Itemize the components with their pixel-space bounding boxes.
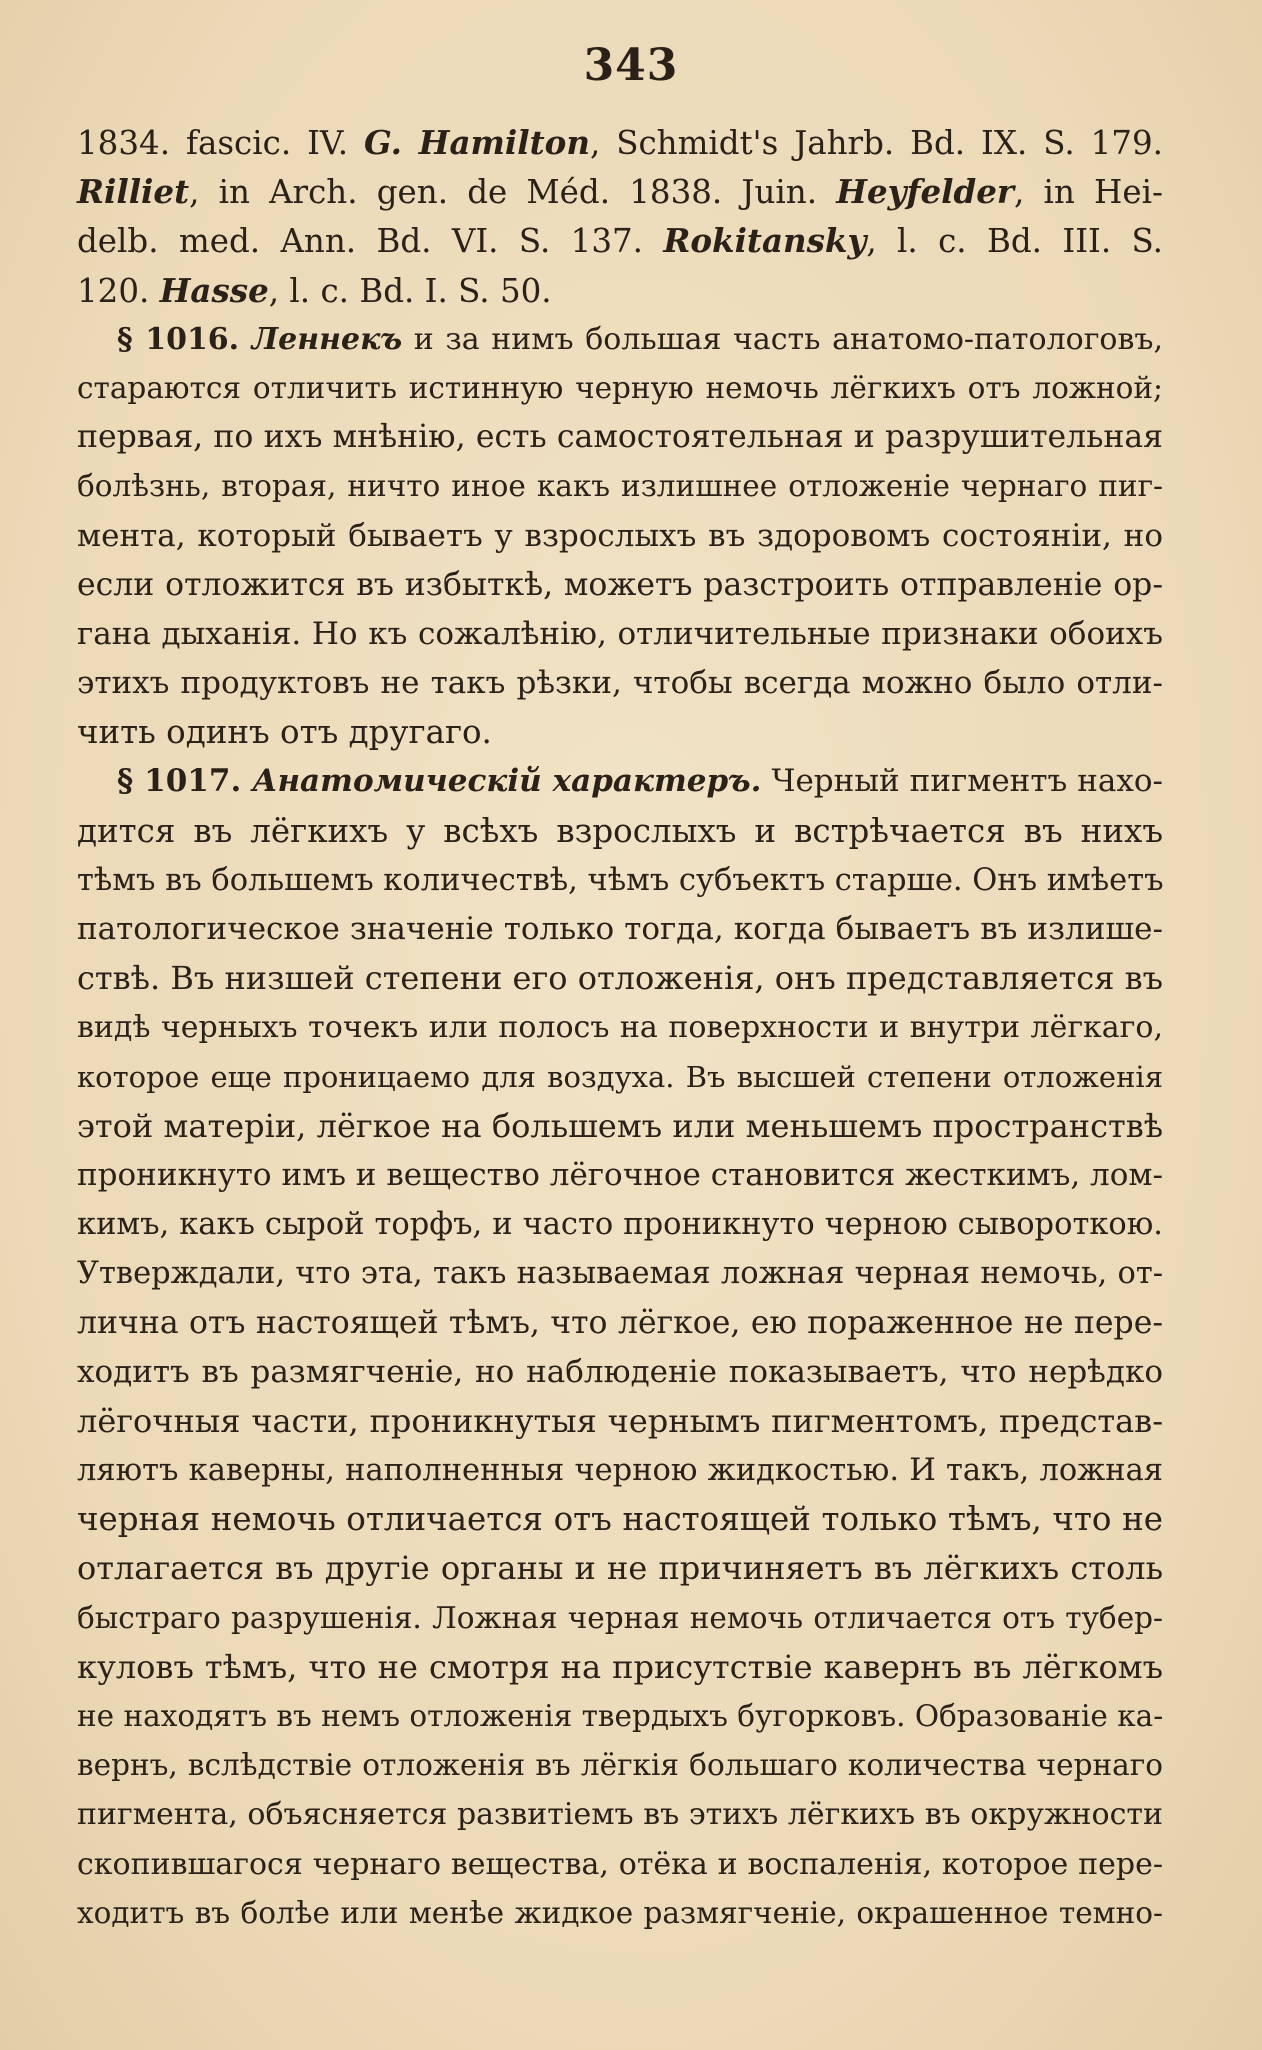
text-line-1: 1834. fascic. IV. G. Hamilton, Schmidt's Jahrb. Bd. IX. S. 179. [77,123,1163,162]
text-line-20: которое еще проницаемо для воздуха. Въ высшей степени отложенія [77,1059,1163,1094]
text-line-13: чить одинъ отъ другаго. [77,713,492,752]
text-line-12: этихъ продуктовъ не такъ рѣзки, чтобы всегда можно было отли- [77,665,1163,702]
text-line-2: Rilliet, in Arch. gen. de Méd. 1838. Juin. Heyfelder, in Hei- [77,172,1163,212]
text-line-6: стараются отличить истинную черную немочь лёгкихъ отъ ложной; [77,370,1163,405]
text-line-9: мента, который бываетъ у взрослыхъ въ здоровомъ состояніи, но [77,517,1163,554]
text-line-27: лёгочныя части, проникнутыя чернымъ пигментомъ, представ- [77,1401,1163,1440]
text-line-26: ходитъ въ размягченіе, но наблюденіе показываетъ, что нерѣдко [77,1353,1163,1390]
text-line-22: проникнуто имъ и вещество лёгочное становится жесткимъ, лом- [77,1156,1163,1193]
section-1017: § 1017. [117,763,253,800]
author-heyfelder: Heyfelder [836,172,1015,212]
text-line-31: быстраго разрушенія. Ложная черная немочь отличается отъ тубер- [77,1600,1163,1635]
text-line-29: черная немочь отличается отъ настоящей только тѣмъ, что не [77,1500,1163,1539]
text-line-33: не находятъ въ немъ отложенія твердыхъ бугорковъ. Образованіе ка- [77,1699,1164,1733]
text-line-19: видѣ черныхъ точекъ или полосъ на поверхности и внутри лёгкаго, [77,1010,1163,1046]
section-1016: § 1016. [117,321,252,357]
text-line-14: § 1017. Анатомическій характеръ. Черный пигментъ нахо- [117,763,1164,800]
text-line-11: гана дыханія. Но къ сожалѣнію, отличительные признаки обоихъ [77,615,1163,652]
text-line-16: тѣмъ въ большемъ количествѣ, чѣмъ субъектъ старше. Онъ имѣетъ [77,862,1164,898]
text-line-28: ляютъ каверны, наполненныя черною жидкостью. И такъ, ложная [77,1453,1163,1489]
text-line-32: куловъ тѣмъ, что не смотря на присутствіе кавернъ въ лёгкомъ [77,1647,1163,1686]
page-number: 343 [583,40,679,91]
text-line-21: этой матеріи, лёгкое на большемъ или меньшемъ пространствѣ [77,1106,1163,1145]
text-line-18: ствѣ. Въ низшей степени его отложенія, онъ представляется въ [77,959,1163,998]
text-line-8: болѣзнь, вторая, ничто иное какъ излишнее отложеніе чернаго пиг- [77,469,1163,504]
text-line-7: первая, по ихъ мнѣнію, есть самостоятельная и разрушительная [77,419,1163,456]
text-line-36: скопившагося чернаго вещества, отёка и воспаленія, которое пере- [77,1846,1163,1882]
author-rilliet: Rilliet [77,172,190,212]
text-line-10: если отложится въ избыткѣ, можетъ разстроить отправленіе ор- [77,566,1163,603]
section-heading: Анатомическій характеръ. [252,763,762,800]
text-line-30: отлагается въ другіе органы и не причиняетъ въ лёгкихъ столь [77,1549,1163,1588]
author-hamilton: G. Hamilton [363,123,590,162]
text-line-35: пигмента, объясняется развитіемъ въ этихъ лёгкихъ въ окружности [77,1797,1163,1833]
text-line-25: лична отъ настоящей тѣмъ, что лёгкое, ею пораженное не пере- [77,1304,1163,1341]
author-laennec: Леннекъ [251,321,403,357]
body-text [77,118,1163,1938]
text-line-23: кимъ, какъ сырой торфъ, и часто проникнуто черною сывороткою. [77,1207,1163,1243]
text-line-37: ходитъ въ болѣе или менѣе жидкое размягченіе, окрашенное темно- [77,1895,1163,1930]
text-line-3: delb. med. Ann. Bd. VI. S. 137. Rokitansky, l. c. Bd. III. S. [77,221,1163,261]
text-line-17: патологическое значеніе только тогда, когда бываетъ въ излише- [77,911,1163,947]
text-line-15: дится въ лёгкихъ у всѣхъ взрослыхъ и встрѣчается въ нихъ [77,811,1163,850]
author-rokitansky: Rokitansky [663,221,867,261]
text-line-34: вернъ, вслѣдствіе отложенія въ лёгкія большаго количества чернаго [77,1748,1163,1783]
text-line-24: Утверждали, что эта, такъ называемая ложная черная немочь, от- [77,1256,1163,1292]
text-line-4: 120. Hasse, l. c. Bd. I. S. 50. [77,270,552,310]
text-line-5: § 1016. Леннекъ и за нимъ большая часть анатомо-патологовъ, [117,321,1163,357]
author-hasse: Hasse [159,270,269,310]
